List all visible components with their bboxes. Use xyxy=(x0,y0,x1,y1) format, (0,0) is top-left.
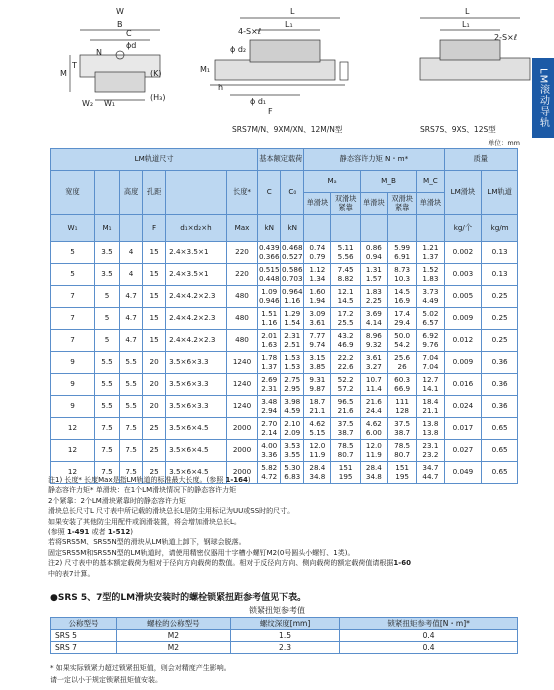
head-height: 高度 xyxy=(120,171,143,215)
table-cell: 1.60 1.94 xyxy=(304,286,331,308)
table-cell: 1.29 1.54 xyxy=(281,308,304,330)
table-cell: 1.09 0.946 xyxy=(258,286,281,308)
spec-body xyxy=(51,242,518,484)
table-cell: 1.31 1.57 xyxy=(360,264,387,286)
head-MA: Mₐ xyxy=(304,171,361,193)
table-cell: 6.92 9.76 xyxy=(417,330,444,352)
table-cell: 0.25 xyxy=(482,286,518,308)
table-row xyxy=(51,242,518,264)
table-cell: 8.96 9.32 xyxy=(360,330,387,352)
table-cell: 480 xyxy=(226,286,257,308)
table-cell: 0.964 1.16 xyxy=(281,286,304,308)
section-tab[interactable]: LM滚动导轨 xyxy=(532,58,554,138)
table-cell: 0.468 0.527 xyxy=(281,242,304,264)
head-max: Max xyxy=(226,215,257,242)
head-kn0: kN xyxy=(281,215,304,242)
table-cell: 0.74 0.79 xyxy=(304,242,331,264)
table-cell: 3.5×6×4.5 xyxy=(166,418,227,440)
table-cell: 28.4 34.8 xyxy=(360,462,387,484)
bolt-table xyxy=(50,617,518,654)
table-cell: 111 128 xyxy=(387,396,416,418)
head-block: LM滑块 xyxy=(444,171,482,215)
note-line: 固定SRS5M和SRS5N型的LM轨道时，请使用精密仪器用十字槽小螺钉M2(0号圆头小螺钉、1类)。 xyxy=(48,548,355,557)
head-single: 单滑块 xyxy=(360,193,387,215)
table-cell: 23.1 23.2 xyxy=(417,440,444,462)
table-cell: 0.012 xyxy=(444,330,482,352)
head-MB: M_B xyxy=(360,171,417,193)
table-cell: 18.7 21.1 xyxy=(304,396,331,418)
table-cell: 2.10 2.09 xyxy=(281,418,304,440)
note-line: 注2) 尺寸表中的基本额定载荷为相对于径向方向载荷的数值。相对于反径向方向、侧向载荷的额定载荷值请根据1-60 xyxy=(48,559,411,568)
table-cell: 0.65 xyxy=(482,462,518,484)
table-cell: 3.53 3.55 xyxy=(281,440,304,462)
table-cell: 15 xyxy=(143,242,166,264)
label-H3: (H₃) xyxy=(150,93,166,102)
notes xyxy=(48,475,528,579)
table-cell: 3.5 xyxy=(94,264,119,286)
table-cell: 3.48 2.94 xyxy=(258,396,281,418)
table-cell: 7.5 xyxy=(94,462,119,484)
table-cell: 2.4×4.2×2.3 xyxy=(166,330,227,352)
table-cell: 1.12 1.34 xyxy=(304,264,331,286)
note-line: 滑块总长尺寸L 尺寸表中所记载的滑块总长L是防尘用标记为UU或SS时的尺寸。 xyxy=(48,507,295,516)
label-screw-right: 2-S×ℓ xyxy=(494,33,518,42)
table-cell: 4.00 3.36 xyxy=(258,440,281,462)
table-cell: 4.7 xyxy=(120,286,143,308)
label-K: (K) xyxy=(150,69,162,78)
head-kn: kN xyxy=(258,215,281,242)
table-cell: 3.15 3.85 xyxy=(304,352,331,374)
table-cell: 2.70 2.14 xyxy=(258,418,281,440)
label-C: C xyxy=(126,29,132,38)
table-cell: 0.65 xyxy=(482,440,518,462)
label-phid2: ϕ d₂ xyxy=(230,45,247,54)
unit-label: 单位：mm xyxy=(487,139,520,147)
table-cell: 3.5×6×3.3 xyxy=(166,374,227,396)
table-cell: 12.0 11.9 xyxy=(304,440,331,462)
head-single: 单滑块 xyxy=(304,193,331,215)
table-cell: 8.73 10.3 xyxy=(387,264,416,286)
table-cell: 7.5 xyxy=(94,440,119,462)
table-cell: 20 xyxy=(143,352,166,374)
table-cell: 151 195 xyxy=(331,462,360,484)
table-cell: 0.36 xyxy=(482,396,518,418)
table-cell: 5.82 4.72 xyxy=(258,462,281,484)
head-double: 双滑块紧靠 xyxy=(387,193,416,215)
table-cell: 25 xyxy=(143,418,166,440)
table-cell: 220 xyxy=(226,264,257,286)
head-dhd: d₁×d₂×h xyxy=(166,215,227,242)
table-cell: 0.13 xyxy=(482,264,518,286)
table-cell: 0.515 0.448 xyxy=(258,264,281,286)
table-cell: 25.6 26 xyxy=(387,352,416,374)
table-row xyxy=(51,308,518,330)
table-cell: 0.25 xyxy=(482,308,518,330)
table-cell: 15 xyxy=(143,308,166,330)
label-h: h xyxy=(218,83,224,92)
table-row xyxy=(51,396,518,418)
head-pitch: 孔距 xyxy=(143,171,166,215)
table-row xyxy=(51,352,518,374)
table-cell: 7.5 xyxy=(94,418,119,440)
head-rail-dims: LM轨道尺寸 xyxy=(51,149,258,171)
head-C0: C₀ xyxy=(281,171,304,215)
head-m1: M₁ xyxy=(94,215,119,242)
table-cell: 7.45 8.82 xyxy=(331,264,360,286)
label-F: F xyxy=(268,107,273,116)
table-cell: 14.5 16.9 xyxy=(387,286,416,308)
label-B: B xyxy=(117,20,123,29)
table-cell: 4.7 xyxy=(120,330,143,352)
table-cell: 5.5 xyxy=(120,352,143,374)
head-f: F xyxy=(143,215,166,242)
head-length: 长度* xyxy=(226,171,257,215)
table-cell: 12.7 14.1 xyxy=(417,374,444,396)
table-cell: 2000 xyxy=(226,418,257,440)
table-cell: 0.13 xyxy=(482,242,518,264)
table-cell: 1.52 1.83 xyxy=(417,264,444,286)
table-cell: 12 xyxy=(51,418,95,440)
table-cell: 60.3 66.9 xyxy=(387,374,416,396)
bolt-footnote-1: * 如果实际锁紧力超过锁紧扭矩值，则会对精度产生影响。 xyxy=(50,664,231,672)
table-cell: 7.5 xyxy=(120,462,143,484)
table-cell: 5 xyxy=(94,308,119,330)
table-cell: 25 xyxy=(143,440,166,462)
head-kgm: kg/m xyxy=(482,215,518,242)
table-cell: 2.75 2.95 xyxy=(281,374,304,396)
head-rail: LM轨道 xyxy=(482,171,518,215)
label-W2: W₂ xyxy=(82,99,94,108)
label-M: M xyxy=(60,69,67,78)
table-cell: 17.4 29.4 xyxy=(387,308,416,330)
table-cell: 5 xyxy=(94,286,119,308)
table-cell: 0.586 0.703 xyxy=(281,264,304,286)
spec-table xyxy=(50,148,518,484)
label-phid: ϕd xyxy=(126,41,137,50)
table-cell: 5.30 6.83 xyxy=(281,462,304,484)
head-static-moment: 静态容许力矩 N・m* xyxy=(304,149,444,171)
table-cell: 1.53 1.53 xyxy=(281,352,304,374)
table-cell: 7 xyxy=(51,308,95,330)
table-cell: 5.5 xyxy=(120,374,143,396)
table-cell: 2000 xyxy=(226,440,257,462)
table-cell: 480 xyxy=(226,330,257,352)
table-cell: 7 xyxy=(51,286,95,308)
table-cell: 37.5 38.7 xyxy=(387,418,416,440)
head-MC: M_C xyxy=(417,171,444,193)
table-cell: 0.439 0.366 xyxy=(258,242,281,264)
label-phid1: ϕ d₁ xyxy=(250,97,267,106)
head-kgpcs: kg/个 xyxy=(444,215,482,242)
table-cell: 22.2 22.6 xyxy=(331,352,360,374)
table-cell: 2.01 1.63 xyxy=(258,330,281,352)
table-cell: 0.36 xyxy=(482,374,518,396)
table-cell: 1.21 1.37 xyxy=(417,242,444,264)
table-cell: 0.002 xyxy=(444,242,482,264)
table-row xyxy=(51,264,518,286)
table-cell: 480 xyxy=(226,308,257,330)
table-cell: 12 xyxy=(51,440,95,462)
table-cell: 3.5×6×4.5 xyxy=(166,462,227,484)
table-cell: 3.5×6×3.3 xyxy=(166,352,227,374)
table-cell: 0.003 xyxy=(444,264,482,286)
table-cell: 5 xyxy=(51,242,95,264)
caption-right: SRS7S、9XS、12S型 xyxy=(420,125,496,134)
table-cell: 4 xyxy=(120,264,143,286)
label-T: T xyxy=(72,61,77,70)
table-row: SRS 5 M2 1.5 0.4 xyxy=(51,630,518,642)
table-cell: 5.99 6.91 xyxy=(387,242,416,264)
table-row xyxy=(51,330,518,352)
note-line: (参照 1-491 或者 1-512) xyxy=(48,528,133,537)
table-cell: 2000 xyxy=(226,462,257,484)
table-cell: 2.4×4.2×2.3 xyxy=(166,286,227,308)
table-cell: 0.86 0.94 xyxy=(360,242,387,264)
table-cell: 5 xyxy=(94,330,119,352)
note-line: 若将SRS5M、SRS5N型的滑块从LM轨道上卸下，钢球会脱落。 xyxy=(48,538,246,547)
table-cell: 4.62 6.00 xyxy=(360,418,387,440)
label-L: L xyxy=(290,7,295,16)
table-cell: 28.4 34.8 xyxy=(304,462,331,484)
table-cell: 34.7 44.7 xyxy=(417,462,444,484)
table-cell: 25 xyxy=(143,462,166,484)
table-cell: 0.009 xyxy=(444,352,482,374)
table-cell: 78.5 80.7 xyxy=(387,440,416,462)
table-cell: 4.7 xyxy=(120,308,143,330)
table-cell: 78.5 80.7 xyxy=(331,440,360,462)
bolt-head-bolt: 螺栓的公称型号 xyxy=(116,618,230,630)
table-cell: 0.016 xyxy=(444,374,482,396)
table-cell: 2.4×3.5×1 xyxy=(166,242,227,264)
note-line: 静态容许力矩* 单滑块：在1个LM滑块情况下的静态容许力矩 xyxy=(48,486,237,495)
table-cell: 50.0 54.2 xyxy=(387,330,416,352)
drawing-area xyxy=(0,0,554,150)
bolt-section-title: ●SRS 5、7型的LM滑块安装时的螺栓锁紧扭距参考值见下表。 xyxy=(50,593,307,603)
table-cell: 5.5 xyxy=(94,374,119,396)
table-cell: 1.51 1.16 xyxy=(258,308,281,330)
label-W: W xyxy=(116,7,124,16)
table-cell: 12 xyxy=(51,462,95,484)
bolt-footnote-2: 请一定以小于规定锁紧扭矩值安装。 xyxy=(50,676,162,684)
table-cell: 0.25 xyxy=(482,330,518,352)
table-cell: 0.009 xyxy=(444,308,482,330)
head-double: 双滑块紧靠 xyxy=(331,193,360,215)
table-cell: 0.049 xyxy=(444,462,482,484)
table-cell: 5.5 xyxy=(94,396,119,418)
table-cell: 3.5×6×3.3 xyxy=(166,396,227,418)
table-cell: 5.5 xyxy=(120,396,143,418)
table-cell: 2.31 2.51 xyxy=(281,330,304,352)
table-cell: 3.73 4.49 xyxy=(417,286,444,308)
note-line: 中的表7计算。 xyxy=(48,569,95,578)
table-cell: 0.024 xyxy=(444,396,482,418)
table-cell: 52.2 57.2 xyxy=(331,374,360,396)
label-N: N xyxy=(96,48,102,57)
table-cell: 9.31 9.87 xyxy=(304,374,331,396)
table-cell: 9 xyxy=(51,396,95,418)
table-cell: 13.8 13.8 xyxy=(417,418,444,440)
table-cell: 20 xyxy=(143,396,166,418)
table-cell: 12.1 14.5 xyxy=(331,286,360,308)
bolt-head-model: 公称型号 xyxy=(51,618,117,630)
note-line: 2个紧靠：2个LM滑块紧靠时的静态容许力矩 xyxy=(48,496,186,505)
table-cell: 1.78 1.37 xyxy=(258,352,281,374)
table-cell: 0.005 xyxy=(444,286,482,308)
table-row xyxy=(51,374,518,396)
head-mass: 质量 xyxy=(444,149,517,171)
table-row xyxy=(51,440,518,462)
table-cell: 15 xyxy=(143,286,166,308)
caption-left: SRS7M/N、9XM/XN、12M/N型 xyxy=(232,125,343,134)
head-width: 宽度 xyxy=(51,171,95,215)
table-cell: 7.5 xyxy=(120,418,143,440)
table-cell: 15 xyxy=(143,264,166,286)
table-cell: 7.77 9.74 xyxy=(304,330,331,352)
table-cell: 151 195 xyxy=(387,462,416,484)
note-line: 注1) 长度* 长度Max是指LM轨道的标准最大长度。(参照 1-164) xyxy=(48,476,251,484)
bolt-head-torque: 锁紧扭矩参考值[N・m]* xyxy=(340,618,518,630)
label-L1: L₁ xyxy=(285,20,293,29)
table-cell: 2.4×4.2×2.3 xyxy=(166,308,227,330)
table-cell: 220 xyxy=(226,242,257,264)
head-basic-load: 基本额定载荷 xyxy=(258,149,304,171)
head-w1: W₁ xyxy=(51,215,95,242)
label-M1: M₁ xyxy=(200,65,211,74)
table-cell: 1240 xyxy=(226,396,257,418)
table-row xyxy=(51,286,518,308)
table-cell: 4.62 5.15 xyxy=(304,418,331,440)
table-cell: 9 xyxy=(51,374,95,396)
table-cell: 0.65 xyxy=(482,418,518,440)
table-cell: 9 xyxy=(51,352,95,374)
table-row: SRS 7 M2 2.3 0.4 xyxy=(51,642,518,654)
table-cell: 10.7 11.4 xyxy=(360,374,387,396)
head-C: C xyxy=(258,171,281,215)
table-cell: 4 xyxy=(120,242,143,264)
label-L1-right: L₁ xyxy=(462,20,470,29)
table-cell: 2.69 2.31 xyxy=(258,374,281,396)
table-cell: 15 xyxy=(143,330,166,352)
table-cell: 3.61 3.27 xyxy=(360,352,387,374)
table-cell: 7.04 7.04 xyxy=(417,352,444,374)
table-cell: 96.5 21.6 xyxy=(331,396,360,418)
label-screw: 4-S×ℓ xyxy=(238,27,262,36)
table-cell: 12.0 11.9 xyxy=(360,440,387,462)
table-cell: 1.83 2.25 xyxy=(360,286,387,308)
head-single: 单滑块 xyxy=(417,193,444,215)
table-cell: 0.017 xyxy=(444,418,482,440)
table-cell: 5.02 6.57 xyxy=(417,308,444,330)
table-cell: 5 xyxy=(51,264,95,286)
label-W1: W₁ xyxy=(104,99,116,108)
table-cell: 3.09 3.61 xyxy=(304,308,331,330)
table-cell: 1240 xyxy=(226,374,257,396)
bolt-table-subtitle: 锁紧扭矩参考值 xyxy=(249,606,305,615)
table-cell: 3.98 4.59 xyxy=(281,396,304,418)
table-cell: 5.11 5.56 xyxy=(331,242,360,264)
table-cell: 3.5 xyxy=(94,242,119,264)
table-cell: 37.5 38.7 xyxy=(331,418,360,440)
table-cell: 43.2 46.9 xyxy=(331,330,360,352)
table-cell: 3.5×6×4.5 xyxy=(166,440,227,462)
table-cell: 7.5 xyxy=(120,440,143,462)
table-cell: 2.4×3.5×1 xyxy=(166,264,227,286)
table-cell: 17.2 25.5 xyxy=(331,308,360,330)
bolt-head-depth: 螺纹深度[mm] xyxy=(230,618,340,630)
table-cell: 21.6 24.4 xyxy=(360,396,387,418)
table-cell: 5.5 xyxy=(94,352,119,374)
note-line: 如果安装了其他防尘用配件或润滑装置，将会增加滑块总长L。 xyxy=(48,517,241,526)
table-cell: 1240 xyxy=(226,352,257,374)
table-cell: 18.4 21.1 xyxy=(417,396,444,418)
label-L-right: L xyxy=(465,7,470,16)
table-cell: 0.36 xyxy=(482,352,518,374)
table-cell: 20 xyxy=(143,374,166,396)
table-cell: 3.69 4.14 xyxy=(360,308,387,330)
table-row xyxy=(51,418,518,440)
table-cell: 7 xyxy=(51,330,95,352)
table-cell: 0.027 xyxy=(444,440,482,462)
